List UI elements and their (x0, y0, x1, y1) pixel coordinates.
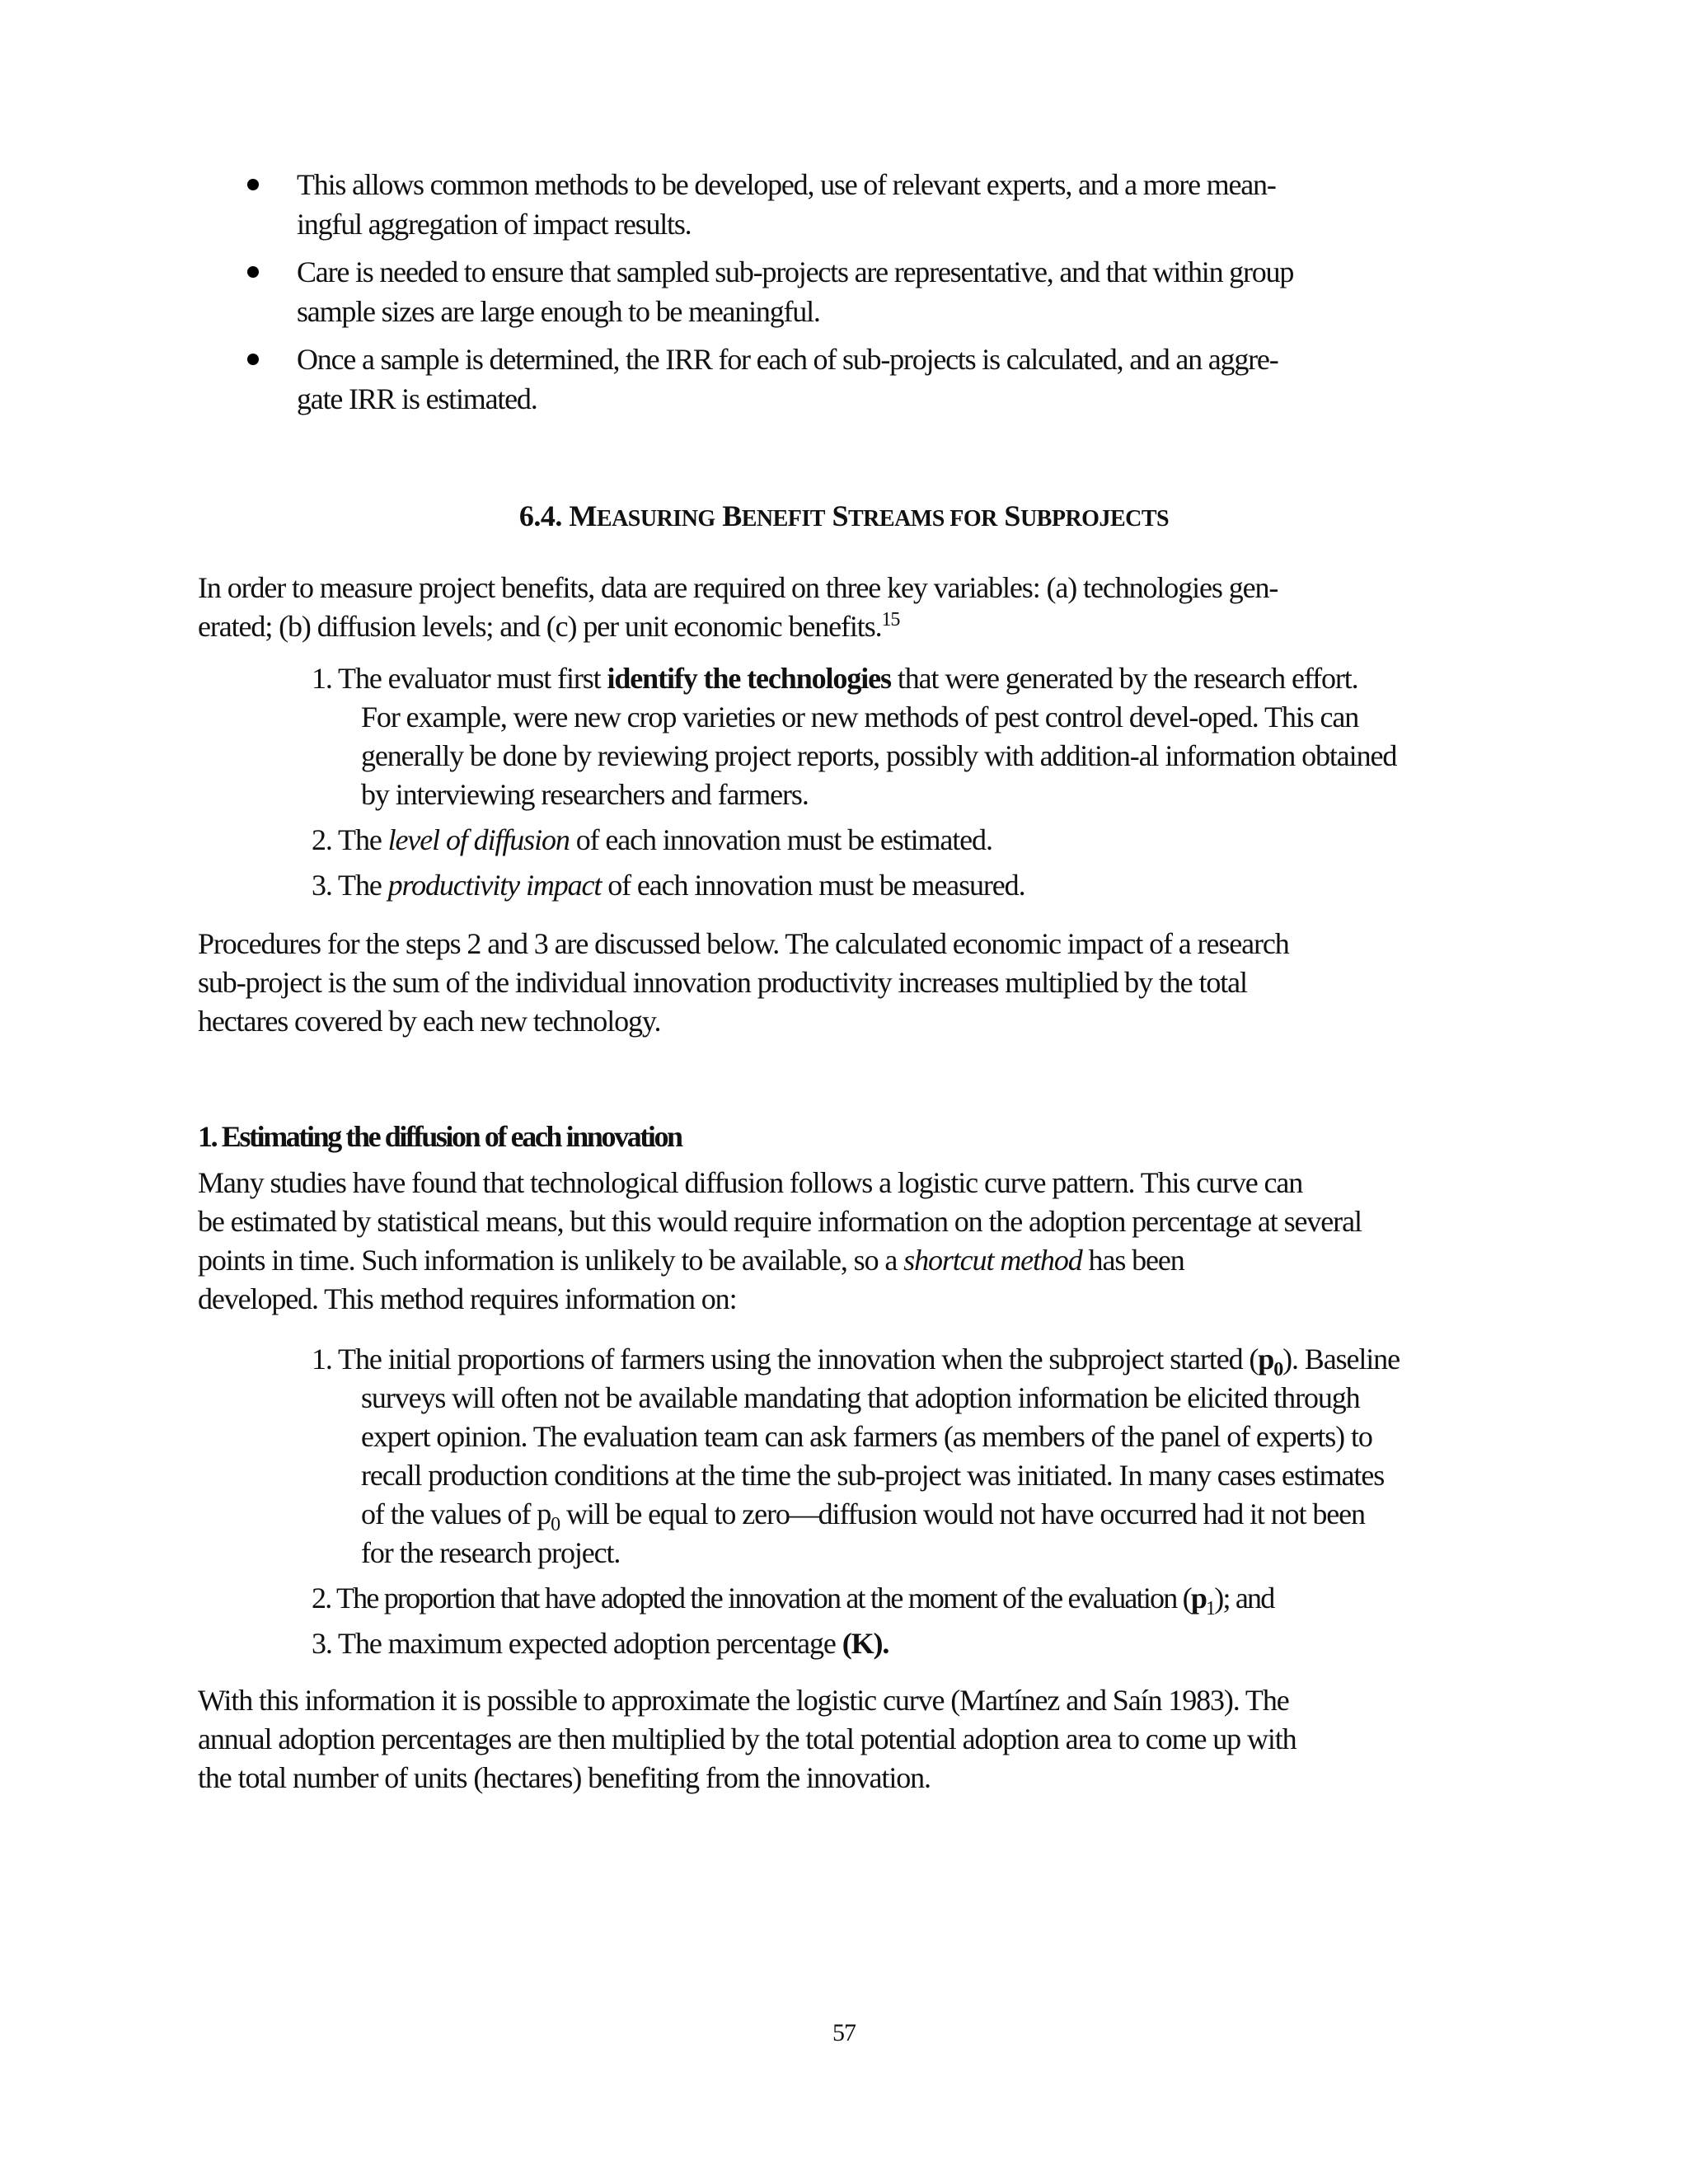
diffusion-paragraph (198, 1164, 1484, 1319)
bullet-text: This allows common methods to be developed, use of relevant experts, and a more mean- (297, 168, 1276, 201)
heading-word: TREAMS FOR (848, 506, 997, 532)
bullet-icon (247, 179, 259, 190)
section-heading (0, 499, 1688, 533)
paragraph-line: annual adoption percentages are then multiplied by the total potential adoption area to come up with (198, 1722, 1296, 1755)
section-number: 6.4. (518, 499, 562, 532)
bullet-item (247, 165, 1401, 244)
requirement-text: ); and (1214, 1582, 1274, 1615)
variable-symbol: (K). (842, 1627, 889, 1660)
closing-paragraph (198, 1681, 1484, 1797)
step-text: that were generated by the research effort. For example, were new crop varieties or new methods of pest control devel-oped. This can generally be done by reviewing project reports, possibly with addition-al information obtained by interviewing researchers and farmers. (361, 662, 1397, 811)
bullet-text: ingful aggregation of impact results. (297, 208, 692, 241)
requirements-list (312, 1340, 1400, 1670)
paragraph-line: With this information it is possible to approximate the logistic curve (Martínez and Saín 1983). The (198, 1684, 1289, 1717)
bullet-text: gate IRR is estimated. (297, 382, 537, 415)
bullet-text: Care is needed to ensure that sampled sub-projects are representative, and that within group (297, 255, 1294, 288)
variable-subscript: 0 (551, 1514, 560, 1536)
requirement-text: 2. The proportion that have adopted the innovation at the moment of the evaluation ( (312, 1582, 1191, 1615)
step-text: 2. The (312, 823, 388, 856)
requirement-text: 3. The maximum expected adoption percentage (312, 1627, 842, 1660)
paragraph-line: Procedures for the steps 2 and 3 are discussed below. The calculated economic impact of a research (198, 927, 1289, 960)
step-item (312, 866, 1400, 905)
paragraph-line: hectares covered by each new technology. (198, 1005, 661, 1038)
paragraph-line: developed. This method requires information on: (198, 1282, 737, 1315)
heading-letter: M (569, 499, 597, 532)
step-emphasis: identify the technologies (607, 662, 891, 695)
subsection-heading: 1. Estimating the diffusion of each innovation (198, 1120, 682, 1153)
intro-line: erated; (b) diffusion levels; and (c) per unit economic benefits. (198, 610, 882, 643)
paragraph-line: Many studies have found that technological diffusion follows a logistic curve pattern. This curve can (198, 1166, 1303, 1199)
paragraph-line: has been (1081, 1244, 1184, 1277)
heading-word: EASURING (596, 506, 715, 532)
steps-list (312, 659, 1400, 912)
bullet-item (247, 252, 1401, 331)
bullet-text: sample sizes are large enough to be meaningful. (297, 295, 820, 328)
step-text: 1. The evaluator must first (312, 662, 607, 695)
bullet-item (247, 340, 1401, 419)
paragraph-line: be estimated by statistical means, but this would require information on the adoption percentage at several (198, 1205, 1362, 1238)
bullet-icon (247, 266, 259, 278)
bullet-list (247, 165, 1401, 427)
requirement-text: will be equal to zero—diffusion would not have occurred had it not been for the research project. (361, 1497, 1365, 1569)
heading-word: UBPROJECTS (1020, 506, 1170, 532)
variable-symbol: p (1258, 1343, 1274, 1376)
paragraph-line: sub-project is the sum of the individual innovation productivity increases multiplied by the total (198, 966, 1247, 999)
bullet-icon (247, 354, 259, 365)
variable-subscript: 0 (1273, 1359, 1283, 1381)
step-text: of each innovation must be measured. (601, 869, 1025, 902)
heading-letter: B (722, 499, 742, 532)
intro-paragraph (198, 569, 1484, 646)
paragraph-emphasis: shortcut method (903, 1244, 1082, 1277)
bullet-text: Once a sample is determined, the IRR for each of sub-projects is calculated, and an aggre- (297, 343, 1278, 376)
heading-word: ENEFIT (741, 506, 825, 532)
requirement-text: 1. The initial proportions of farmers using the innovation when the subproject started ( (312, 1343, 1259, 1376)
variable-symbol: p (1190, 1582, 1207, 1615)
step-item (312, 659, 1400, 814)
step-emphasis: level of diffusion (387, 823, 570, 856)
requirement-item (312, 1579, 1400, 1618)
paragraph-line: points in time. Such information is unlikely to be available, so a (198, 1244, 904, 1277)
variable-subscript: 1 (1206, 1598, 1215, 1620)
requirement-item (312, 1624, 1400, 1663)
intro-line: In order to measure project benefits, data are required on three key variables: (a) technologies gen- (198, 571, 1278, 604)
step-item (312, 821, 1400, 860)
step-text: 3. The (312, 869, 388, 902)
heading-letter: S (1004, 499, 1020, 532)
page-number: 57 (832, 2019, 856, 2046)
requirement-text: ). Baseline surveys will often not be available mandating that adoption information be elicited through expert opinion. The evaluation team can ask farmers (as members of the panel of experts) to recall production conditions at the time the sub-project was initiated. In many cases estimates of the values of p (361, 1343, 1400, 1530)
step-text: of each innovation must be estimated. (569, 823, 992, 856)
procedures-paragraph (198, 925, 1484, 1041)
footnote-ref: 15 (881, 609, 900, 630)
heading-letter: S (832, 499, 848, 532)
step-emphasis: productivity impact (387, 869, 602, 902)
requirement-item (312, 1340, 1400, 1572)
paragraph-line: the total number of units (hectares) benefiting from the innovation. (198, 1761, 931, 1794)
